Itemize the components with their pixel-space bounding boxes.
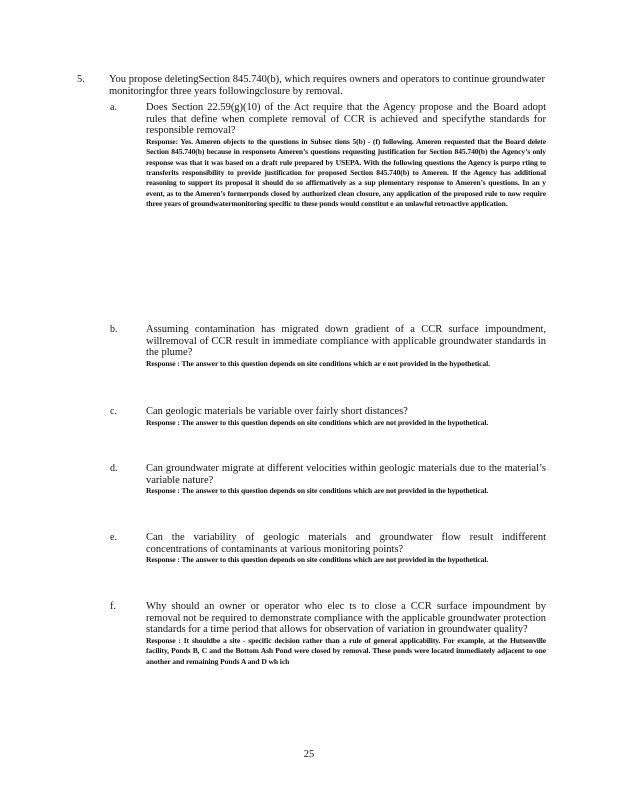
subitem-question: Assuming contamination has migrated down gradient of a CCR surface impoundment, willremoval of CCR result in immediate compliance with applicable groundwater standards in the plume? [146, 324, 546, 359]
item-number: 5. [77, 74, 85, 85]
subitem-response: Response : It shouldbe a site - specific decision rather than a rule of general applicability. For example, at the Hutsonville facility, Ponds B, C and the Bottom Ash Pond were closed by removal. These ponds were located immediately adjacent to one another and remaining Ponds A and D wh ich [146, 635, 546, 666]
subitem-question: Can groundwater migrate at different velocities within geologic materials due to the material’s variable nature? [146, 463, 546, 486]
subitem-b [110, 324, 546, 369]
subitem-letter: a. [110, 102, 117, 113]
subitem-question: Can geologic materials be variable over fairly short distances? [146, 406, 408, 417]
subitem-e [110, 532, 546, 566]
subitem-d [110, 463, 546, 497]
subitem-letter: d. [110, 463, 118, 474]
subitem-a [110, 102, 546, 210]
subitem-question: Why should an owner or operator who elec ts to close a CCR surface impoundment by removal not be required to demonstrate compliance with the applicable groundwater protection standards for a time period that allows for observation of variation in groundwater quality? [146, 601, 546, 636]
subitem-response: Response : The answer to this question depends on site conditions which are not provided in the hypothetical. [146, 486, 489, 496]
subitem-letter: b. [110, 324, 118, 335]
subitem-f [110, 601, 546, 667]
subitem-letter: e. [110, 532, 117, 543]
subitem-response: Response : The answer to this question depends on site conditions which ar e not provided in the hypothetical. [146, 358, 490, 368]
subitem-question: Does Section 22.59(g)(10) of the Act require that the Agency propose and the Board adopt rules that define when complete removal of CCR is achieved and specifythe standards for responsible removal? [146, 102, 546, 137]
item-question: You propose deletingSection 845.740(b), which requires owners and operators to continue groundwater monitoringfor three years followingclosure by removal. [109, 74, 545, 97]
subitem-letter: c. [110, 406, 117, 417]
subitem-response: Response : The answer to this question depends on site conditions which are not provided in the hypothetical. [146, 417, 489, 427]
subitem-letter: f. [110, 601, 116, 612]
subitem-c [110, 406, 546, 428]
page-number: 25 [303, 749, 315, 760]
subitem-response: Response: Yes. Ameren objects to the questions in Subsec tions 5(b) - (f) following. Ameren requested that the Board delete Section 845.740(b) because in responseto Ameren’s questions requesting justification for Section 845.740(b) the Agency’s only response was that it was based on a draft rule prepared by USEPA. With the following questions the Agency is purpo rting to transferits responsibility to provide justification for proposed Section 845.740(b) to Ameren. If the Agency has additional reasoning to support its proposal it should do so affirmatively as a sup plementary response to Ameren’s questions. In an y event, as to the Ameren’s formerponds closed by authorized clean closure, any application of the proposed rule to now require three years of groundwatermonitoring specific to these ponds would constitut e an unlawful retroactive application. [146, 136, 546, 209]
subitem-response: Response : The answer to this question depends on site conditions which are not provided in the hypothetical. [146, 555, 489, 565]
subitem-question: Can the variability of geologic materials and groundwater flow result indifferent concentrations of contaminants at various monitoring points? [146, 532, 546, 555]
